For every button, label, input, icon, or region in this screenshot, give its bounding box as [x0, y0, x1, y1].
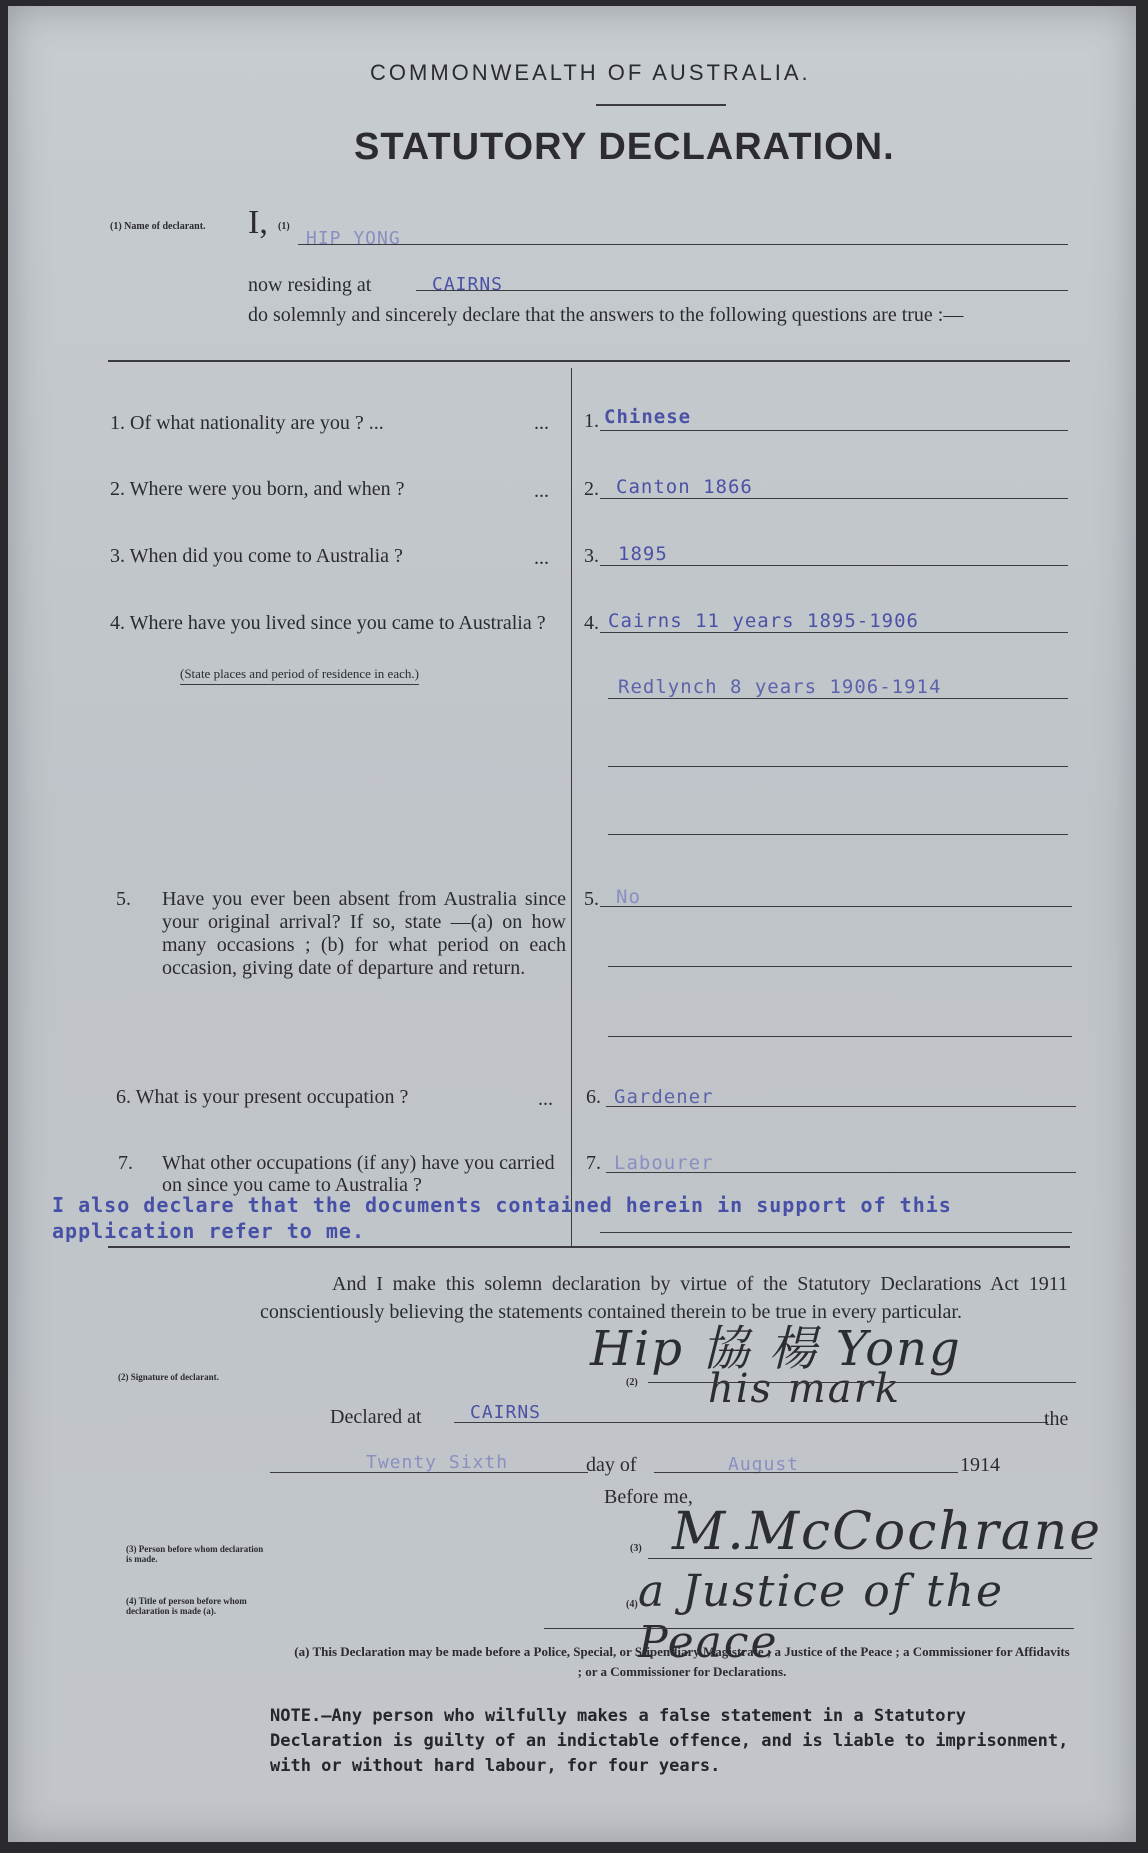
- declaration-intro: do solemnly and sincerely declare that the answers to the following questions are true :—: [248, 304, 964, 326]
- question-4: 4. Where have you lived since you came to Australia ?: [110, 612, 546, 634]
- question-4-note: (State places and period of residence in each.): [180, 666, 419, 685]
- answer-5-rule-3: [608, 1036, 1072, 1037]
- answer-4-rule-1: [600, 632, 1068, 633]
- answer-4-line-1: Cairns 11 years 1895-1906: [608, 610, 919, 632]
- question-2: 2. Where were you born, and when ?: [110, 478, 405, 500]
- answer-7-num: 7.: [586, 1152, 601, 1174]
- table-top-rule: [108, 360, 1070, 362]
- declarant-signature: Hip 協 楊 Yong: [590, 1321, 962, 1377]
- note: [270, 1704, 1084, 1779]
- question-3-dots: ...: [534, 547, 549, 569]
- title-ref: (4): [626, 1599, 638, 1610]
- declarant-ref: (1): [278, 221, 290, 232]
- answer-6-num: 6.: [586, 1086, 601, 1108]
- person-ref: (3): [630, 1543, 642, 1554]
- answer-5-rule-2: [608, 966, 1072, 967]
- question-3: 3. When did you come to Australia ?: [110, 545, 403, 567]
- table-bottom-rule: [108, 1246, 1070, 1248]
- answer-5-num: 5.: [584, 888, 599, 910]
- person-margin-label: (3) Person before whom declaration is made.: [126, 1544, 264, 1564]
- note-text: —Any person who wilfully makes a false statement in a Statutory Declaration is guilty of an indictable offence, and is liable to imprisonment, with or without hard labour, for four years.: [270, 1706, 1069, 1776]
- question-7-num: 7.: [118, 1152, 133, 1174]
- declared-at-line: [454, 1422, 1048, 1423]
- before-me-label: Before me,: [604, 1486, 693, 1508]
- signature-line: [648, 1382, 1076, 1383]
- answer-3: 1895: [618, 543, 668, 565]
- form-title: STATUTORY DECLARATION.: [354, 126, 895, 168]
- answer-5-rule-1: [600, 906, 1072, 907]
- answer-4-rule-2: [608, 698, 1068, 699]
- signature-margin-label: (2) Signature of declarant.: [118, 1372, 219, 1382]
- month-line: [654, 1472, 958, 1473]
- statement-line: [600, 1232, 1072, 1233]
- question-5: Have you ever been absent from Australia since your original arrival? If so, state —(a) on how many occasions ; (b) for what period on each occasion, giving date of departure and return.: [162, 888, 566, 979]
- question-1-dots: ...: [534, 412, 549, 434]
- residence-value: CAIRNS: [432, 274, 504, 295]
- question-1: 1. Of what nationality are you ? ...: [110, 412, 384, 434]
- declarant-mark: his mark: [708, 1366, 901, 1412]
- answer-3-line: [600, 565, 1068, 566]
- declarant-pronoun: I,: [248, 204, 268, 241]
- residence-line: [416, 290, 1068, 291]
- declared-the: the: [1044, 1408, 1069, 1430]
- footnote: (a) This Declaration may be made before a Police, Special, or Stipendiary Magistrate ; a Justice of the Peace ; a Commissioner for Affidavits ; or a Commissioner for Declarations.: [294, 1644, 1070, 1679]
- question-2-dots: ...: [534, 480, 549, 502]
- column-divider: [571, 368, 572, 1246]
- witness-signature: M.McCochrane: [672, 1502, 1102, 1562]
- declaration-form: [8, 6, 1136, 1842]
- answer-5: No: [616, 886, 641, 908]
- witness-line: [648, 1558, 1092, 1559]
- declarant-margin-label: (1) Name of declarant.: [110, 221, 206, 232]
- declared-at-label: Declared at: [330, 1406, 422, 1428]
- year-value: 1914: [960, 1454, 1000, 1476]
- answer-7: Labourer: [614, 1152, 714, 1174]
- residing-label: now residing at: [248, 274, 372, 296]
- answer-4-line-2: Redlynch 8 years 1906-1914: [618, 676, 942, 698]
- answer-4-rule-4: [608, 834, 1068, 835]
- declared-at-value: CAIRNS: [470, 1402, 542, 1423]
- witness-title: a Justice of the Peace: [638, 1566, 1005, 1668]
- header-rule: [596, 104, 726, 106]
- added-statement: I also declare that the documents contained herein in support of this application refer to me.: [52, 1193, 952, 1243]
- title-line: [544, 1628, 1074, 1629]
- declarant-name: HIP YONG: [306, 228, 401, 249]
- signature-ref: (2): [626, 1377, 638, 1388]
- answer-1-line: [600, 430, 1068, 431]
- month-value: August: [728, 1454, 800, 1475]
- answer-6: Gardener: [614, 1086, 714, 1108]
- title-margin-label: (4) Title of person before whom declaration is made (a).: [126, 1596, 247, 1616]
- answer-2: Canton 1866: [616, 476, 753, 498]
- question-6: 6. What is your present occupation ?: [116, 1086, 409, 1108]
- answer-1: Chinese: [604, 406, 692, 428]
- day-value: Twenty Sixth: [366, 1452, 509, 1473]
- day-line: [270, 1472, 588, 1473]
- answer-4-num: 4.: [584, 612, 599, 634]
- day-of-label: day of: [586, 1454, 637, 1476]
- question-5-num: 5.: [116, 888, 131, 910]
- name-line: [298, 244, 1068, 245]
- answer-1-num: 1.: [584, 410, 599, 432]
- declaration-text: And I make this solemn declaration by virtue of the Statutory Declarations Act 1911 conscientiously believing the statements contained therein to be true in every particular.: [260, 1273, 1068, 1323]
- answer-6-line: [606, 1106, 1076, 1107]
- answer-7-line: [606, 1172, 1076, 1173]
- question-6-dots: ...: [538, 1088, 553, 1110]
- answer-2-line: [600, 498, 1068, 499]
- question-7: What other occupations (if any) have you carried on since you came to Australia ?: [162, 1152, 555, 1196]
- answer-2-num: 2.: [584, 478, 599, 500]
- note-label: NOTE.: [270, 1706, 322, 1726]
- answer-3-num: 3.: [584, 545, 599, 567]
- country-heading: COMMONWEALTH OF AUSTRALIA.: [370, 60, 811, 85]
- answer-4-rule-3: [608, 766, 1068, 767]
